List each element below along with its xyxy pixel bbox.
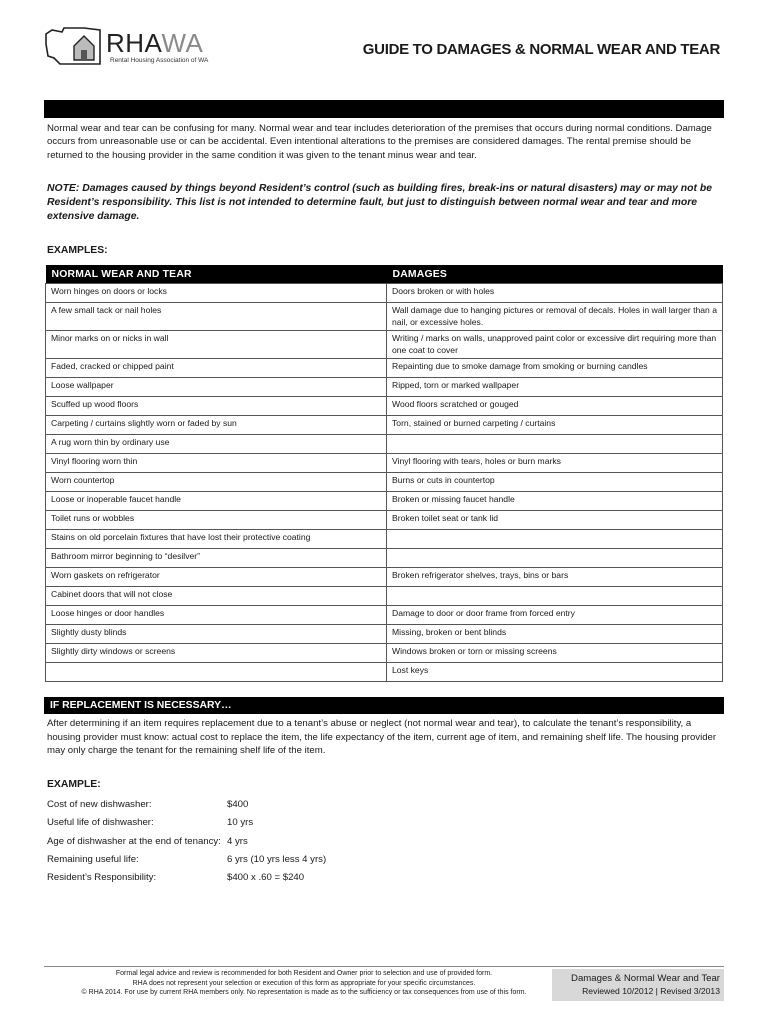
normal-wear-cell: Worn countertop [46, 473, 387, 492]
damage-cell [387, 587, 723, 606]
damage-cell: Writing / marks on walls, unapproved paint color or excessive dirt requiring more than one coat to cover [387, 331, 723, 359]
normal-wear-cell: Bathroom mirror beginning to “desilver” [46, 549, 387, 568]
examples-heading: EXAMPLES: [47, 245, 108, 256]
damage-cell: Ripped, torn or marked wallpaper [387, 378, 723, 397]
table-row [46, 359, 723, 378]
logo-wordmark: RHAWA [106, 28, 204, 58]
table-row [46, 511, 723, 530]
damage-cell: Burns or cuts in countertop [387, 473, 723, 492]
normal-wear-cell: Toilet runs or wobbles [46, 511, 387, 530]
calc-row-age [47, 836, 447, 850]
calc-value: $400 [227, 799, 249, 810]
footer-line: Formal legal advice and review is recommended for both Resident and Owner prior to selection and use of provided form. [115, 970, 493, 977]
footer-disclaimer [44, 969, 564, 998]
calc-row-remaining-life [47, 854, 447, 868]
logo-subtitle: Rental Housing Association of WA [110, 57, 209, 64]
table-row [46, 397, 723, 416]
footer-doc-title: Damages & Normal Wear and Tear [571, 973, 720, 984]
damage-cell: Broken or missing faucet handle [387, 492, 723, 511]
calc-row-cost [47, 799, 447, 813]
page-title: GUIDE TO DAMAGES & NORMAL WEAR AND TEAR [362, 41, 720, 58]
table-row [46, 492, 723, 511]
normal-wear-cell: Cabinet doors that will not close [46, 587, 387, 606]
damage-cell: Lost keys [387, 663, 723, 682]
example-heading: EXAMPLE: [47, 779, 101, 790]
footer-line: © RHA 2014. For use by current RHA members only. No representation is made as to the sufficiency or tax consequences from use of this form. [81, 989, 527, 996]
table-row [46, 644, 723, 663]
calc-label: Age of dishwasher at the end of tenancy: [47, 836, 221, 847]
calc-row-useful-life [47, 817, 447, 831]
normal-wear-cell: A few small tack or nail holes [46, 303, 387, 331]
normal-wear-cell: Worn gaskets on refrigerator [46, 568, 387, 587]
damage-cell: Broken toilet seat or tank lid [387, 511, 723, 530]
damage-cell: Torn, stained or burned carpeting / curtains [387, 416, 723, 435]
header-divider-bar [44, 100, 724, 118]
column-header-damages: DAMAGES [387, 265, 723, 284]
table-row [46, 663, 723, 682]
normal-wear-cell: Carpeting / curtains slightly worn or faded by sun [46, 416, 387, 435]
damage-cell: Doors broken or with holes [387, 284, 723, 303]
table-row [46, 454, 723, 473]
washington-house-logo-icon [44, 24, 104, 70]
table-row [46, 416, 723, 435]
footer-line: RHA does not represent your selection or execution of this form as appropriate for your specific circumstances. [132, 979, 476, 987]
table-row [46, 303, 723, 331]
normal-wear-cell [46, 663, 387, 682]
table-header-row [46, 265, 723, 284]
table-row [46, 284, 723, 303]
wear-vs-damage-table [45, 265, 723, 682]
damage-cell: Vinyl flooring with tears, holes or burn marks [387, 454, 723, 473]
calc-value: $400 x .60 = $240 [227, 872, 305, 883]
damage-cell [387, 549, 723, 568]
damage-cell: Wood floors scratched or gouged [387, 397, 723, 416]
normal-wear-cell: Loose wallpaper [46, 378, 387, 397]
calc-value: 4 yrs [227, 836, 248, 847]
calc-label: Useful life of dishwasher: [47, 817, 154, 828]
table-row [46, 549, 723, 568]
table-row [46, 568, 723, 587]
damage-cell: Wall damage due to hanging pictures or removal of decals. Holes in wall larger than a nail, or excessive holes. [387, 303, 723, 331]
replacement-paragraph: After determining if an item requires replacement due to a tenant’s abuse or neglect (not normal wear and tear), to calculate the tenant’s responsibility, a housing provider must know: actual cost to replace the item, the life expectancy of the item, current age of item, and remaining shelf life. The housing provider may only charge the tenant for the remaining shelf life of the item. [47, 718, 717, 757]
normal-wear-cell: Worn hinges on doors or locks [46, 284, 387, 303]
normal-wear-cell: Minor marks on or nicks in wall [46, 331, 387, 359]
damage-cell [387, 435, 723, 454]
calc-label: Resident’s Responsibility: [47, 872, 157, 883]
footer-document-info [552, 969, 724, 1001]
normal-wear-cell: Scuffed up wood floors [46, 397, 387, 416]
normal-wear-cell: Slightly dirty windows or screens [46, 644, 387, 663]
calc-value: 6 yrs (10 yrs less 4 yrs) [227, 854, 327, 865]
table-row [46, 606, 723, 625]
normal-wear-cell: Stains on old porcelain fixtures that have lost their protective coating [46, 530, 387, 549]
calc-label: Cost of new dishwasher: [47, 799, 152, 810]
table-row [46, 530, 723, 549]
damage-cell: Windows broken or torn or missing screens [387, 644, 723, 663]
calc-label: Remaining useful life: [47, 854, 139, 865]
calc-value: 10 yrs [227, 817, 254, 828]
table-row [46, 625, 723, 644]
damage-cell: Repainting due to smoke damage from smoking or burning candles [387, 359, 723, 378]
normal-wear-cell: Faded, cracked or chipped paint [46, 359, 387, 378]
normal-wear-cell: Loose hinges or door handles [46, 606, 387, 625]
column-header-normal-wear: NORMAL WEAR AND TEAR [46, 265, 387, 284]
calc-row-responsibility [47, 872, 447, 886]
damage-cell: Broken refrigerator shelves, trays, bins or bars [387, 568, 723, 587]
damage-cell: Missing, broken or bent blinds [387, 625, 723, 644]
normal-wear-cell: Slightly dusty blinds [46, 625, 387, 644]
table-row [46, 473, 723, 492]
normal-wear-cell: A rug worn thin by ordinary use [46, 435, 387, 454]
table-row [46, 587, 723, 606]
footer-revision: Reviewed 10/2012 | Revised 3/2013 [582, 986, 720, 996]
footer-divider [44, 966, 724, 967]
normal-wear-cell: Loose or inoperable faucet handle [46, 492, 387, 511]
intro-paragraph: Normal wear and tear can be confusing for many. Normal wear and tear includes deterioration of the premises that occurs during normal conditions. Damage occurs from unreasonable use or can be accidental. Even intentional alterations to the premises are considered damages. The rental premise should be returned to the housing provider in the same condition it was given to the tenant minus wear and tear. [47, 123, 712, 161]
table-row [46, 435, 723, 454]
replacement-section-heading: IF REPLACEMENT IS NECESSARY… [44, 697, 724, 714]
table-row [46, 331, 723, 359]
normal-wear-cell: Vinyl flooring worn thin [46, 454, 387, 473]
note-paragraph: NOTE: Damages caused by things beyond Resident’s control (such as building fires, break-ins or natural disasters) may or may not be Resident’s responsibility. This list is not intended to determine fault, but just to distinguish between normal wear and tear and more extensive damage. [47, 183, 712, 222]
damage-cell [387, 530, 723, 549]
rha-logo [44, 24, 264, 70]
table-row [46, 378, 723, 397]
damage-cell: Damage to door or door frame from forced entry [387, 606, 723, 625]
